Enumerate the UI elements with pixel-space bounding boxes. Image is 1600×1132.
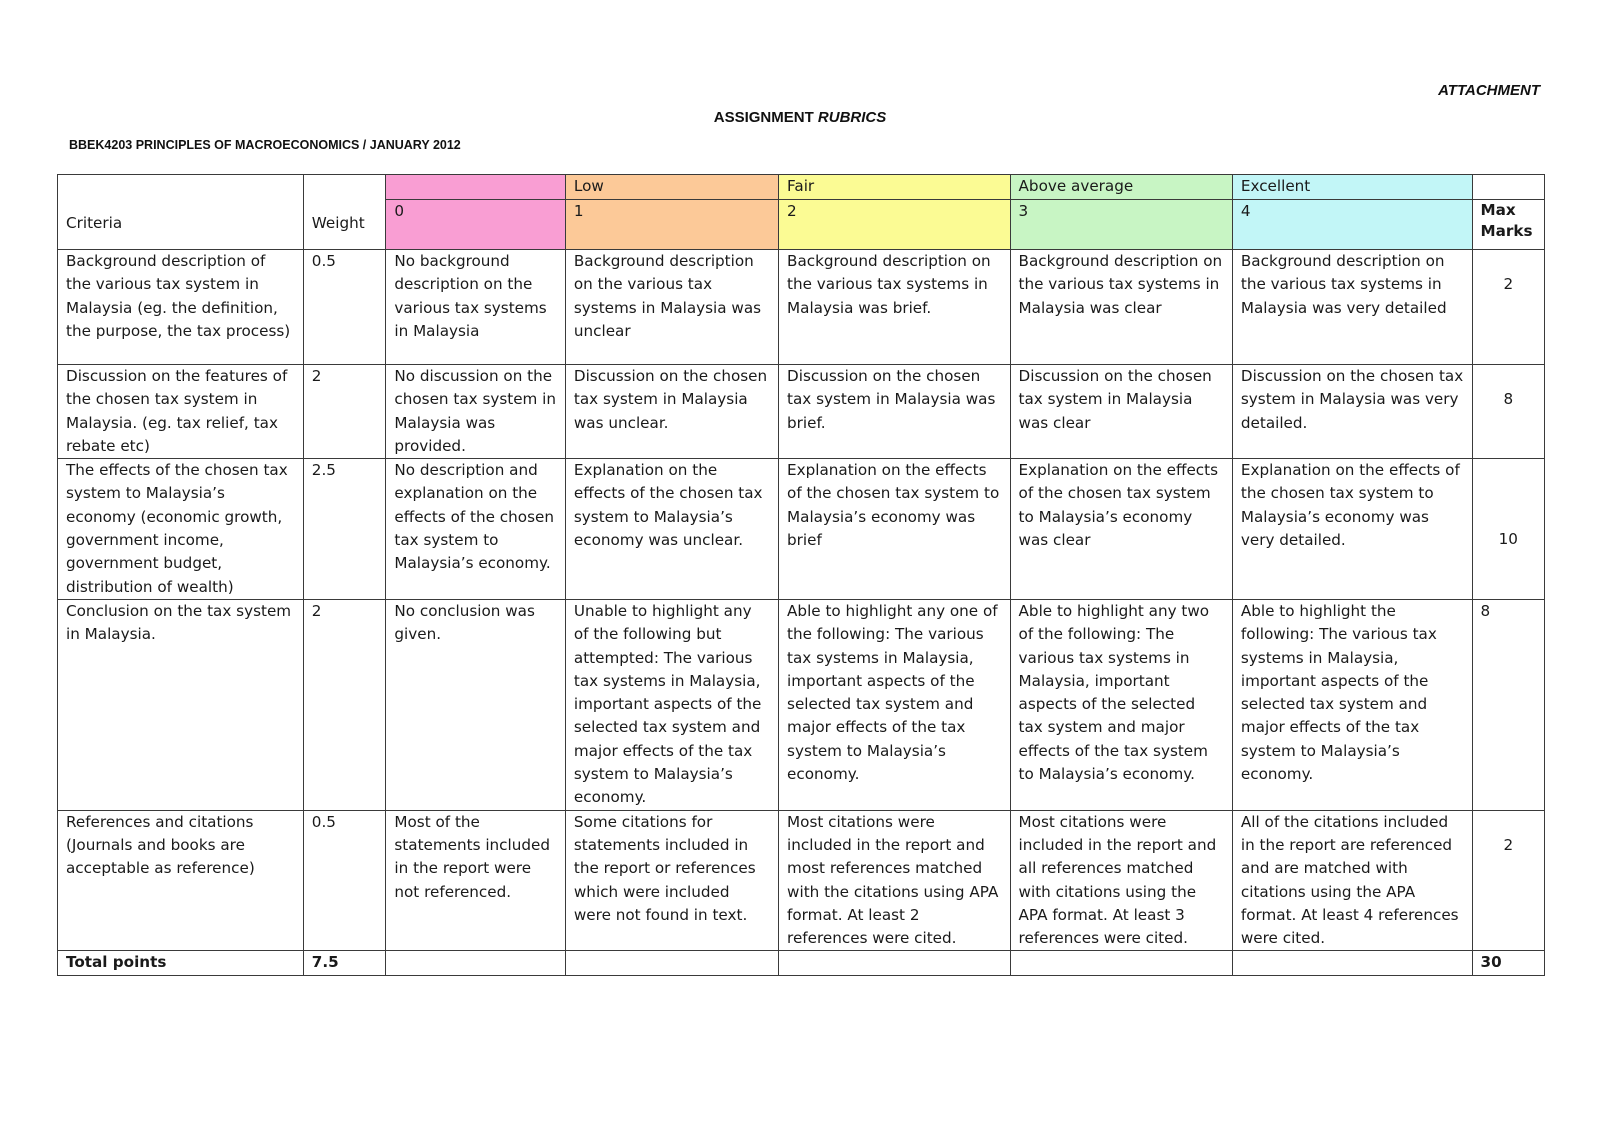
level-0-cell: Most of the statements included in the report were not referenced. [386,810,566,951]
max-marks-cell: 8 [1472,599,1544,810]
level-3-cell: Explanation on the effects of the chosen tax system to Malaysia’s economy was clear [1010,459,1232,600]
level-label-above-average: Above average [1010,175,1232,200]
level-1-cell: Unable to highlight any of the following but attempted: The various tax systems in Malaysia, important aspects of the selected tax system and major effects of the tax system to Malaysia’s economy. [565,599,778,810]
level-1-cell: Explanation on the effects of the chosen tax system to Malaysia’s economy was unclear. [565,459,778,600]
level-1-cell: Discussion on the chosen tax system in Malaysia was unclear. [565,365,778,459]
level-1-cell: Background description on the various tax systems in Malaysia was unclear [565,250,778,365]
level-0-cell: No conclusion was given. [386,599,566,810]
score-2: 2 [779,200,1011,250]
total-empty-cell [386,951,566,975]
criteria-cell: References and citations (Journals and books are acceptable as reference) [58,810,304,951]
weight-cell: 0.5 [303,810,386,951]
level-2-cell: Able to highlight any one of the following: The various tax systems in Malaysia, important aspects of the selected tax system and major effects of the tax system to Malaysia’s economy. [779,599,1011,810]
total-empty-cell [565,951,778,975]
level-label-0 [386,175,566,200]
table-row [58,599,1545,810]
table-row [58,459,1545,600]
max-marks-cell: 8 [1472,365,1544,459]
total-row [58,951,1545,975]
level-3-cell: Discussion on the chosen tax system in Malaysia was clear [1010,365,1232,459]
total-label: Total points [58,951,304,975]
level-4-cell: All of the citations included in the report are referenced and are matched with citations using the APA format. At least 4 references were cited. [1232,810,1472,951]
total-weight: 7.5 [303,951,386,975]
level-2-cell: Most citations were included in the report and most references matched with the citations using APA format. At least 2 references were cited. [779,810,1011,951]
level-2-cell: Discussion on the chosen tax system in Malaysia was brief. [779,365,1011,459]
total-max-marks: 30 [1472,951,1544,975]
level-1-cell: Some citations for statements included in the report or references which were included were not found in text. [565,810,778,951]
max-header-spacer [1472,175,1544,200]
level-2-cell: Explanation on the effects of the chosen tax system to Malaysia’s economy was brief [779,459,1011,600]
title-main: ASSIGNMENT [713,109,818,126]
weight-cell: 2 [303,365,386,459]
weight-cell: 0.5 [303,250,386,365]
level-4-cell: Able to highlight the following: The various tax systems in Malaysia, important aspects of the selected tax system and major effects of the tax system to Malaysia’s economy. [1232,599,1472,810]
table-row [58,365,1545,459]
level-4-cell: Background description on the various tax systems in Malaysia was very detailed [1232,250,1472,365]
max-marks-header: Max Marks [1472,200,1544,250]
level-0-cell: No description and explanation on the effects of the chosen tax system to Malaysia’s economy. [386,459,566,600]
level-3-cell: Most citations were included in the report and all references matched with citations using the APA format. At least 3 references were cited. [1010,810,1232,951]
criteria-cell: Background description of the various tax system in Malaysia (eg. the definition, the purpose, the tax process) [58,250,304,365]
level-0-cell: No background description on the various tax systems in Malaysia [386,250,566,365]
score-1: 1 [565,200,778,250]
weight-cell: 2.5 [303,459,386,600]
score-3: 3 [1010,200,1232,250]
title-italic: RUBRICS [817,109,887,126]
max-marks-cell: 2 [1472,250,1544,365]
max-marks-cell: 2 [1472,810,1544,951]
level-3-cell: Background description on the various tax systems in Malaysia was clear [1010,250,1232,365]
table-row [58,810,1545,951]
level-label-excellent: Excellent [1232,175,1472,200]
attachment-label: ATTACHMENT [1438,82,1540,99]
level-label-fair: Fair [779,175,1011,200]
level-3-cell: Able to highlight any two of the following: The various tax systems in Malaysia, important aspects of the selected tax system and major effects of the tax system to Malaysia’s economy. [1010,599,1232,810]
level-4-cell: Discussion on the chosen tax system in Malaysia was very detailed. [1232,365,1472,459]
rubric-table [57,174,1545,976]
max-marks-cell: 10 [1472,459,1544,600]
total-empty-cell [1010,951,1232,975]
level-0-cell: No discussion on the chosen tax system in Malaysia was provided. [386,365,566,459]
level-header-row [58,175,1545,200]
level-label-low: Low [565,175,778,200]
criteria-cell: Discussion on the features of the chosen tax system in Malaysia. (eg. tax relief, tax rebate etc) [58,365,304,459]
criteria-cell: Conclusion on the tax system in Malaysia. [58,599,304,810]
score-4: 4 [1232,200,1472,250]
criteria-header: Criteria [58,175,304,250]
criteria-cell: The effects of the chosen tax system to Malaysia’s economy (economic growth, government income, government budget, distribution of wealth) [58,459,304,600]
table-row [58,250,1545,365]
weight-header: Weight [303,175,386,250]
level-2-cell: Background description on the various tax systems in Malaysia was brief. [779,250,1011,365]
page-title [0,109,1600,126]
total-empty-cell [1232,951,1472,975]
level-4-cell: Explanation on the effects of the chosen tax system to Malaysia’s economy was very detailed. [1232,459,1472,600]
course-subtitle: BBEK4203 PRINCIPLES OF MACROECONOMICS / JANUARY 2012 [69,138,461,152]
weight-cell: 2 [303,599,386,810]
score-0: 0 [386,200,566,250]
total-empty-cell [779,951,1011,975]
